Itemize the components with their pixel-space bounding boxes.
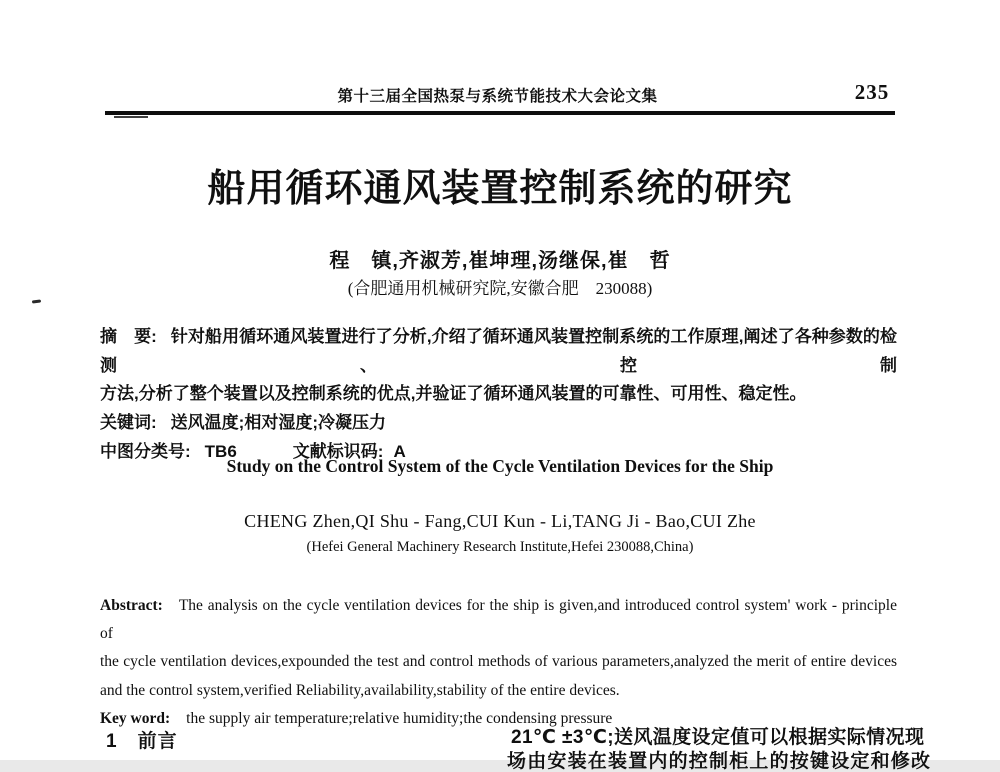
header-rule-fragment — [114, 116, 148, 118]
keywords-cn-label: 关键词: — [100, 413, 157, 433]
affiliation-cn: (合肥通用机械研究院,安徽合肥 230088) — [347, 279, 653, 298]
section-heading-foreword: 1 前言 — [106, 731, 178, 752]
article-title-en: Study on the Control System of the Cycle Ventilation Devices for the Ship — [226, 456, 774, 476]
right-column-clipped-line — [507, 751, 932, 772]
authors-en: CHENG Zhen,QI Shu - Fang,CUI Kun - Li,TANG Ji - Bao,CUI Zhe — [244, 511, 756, 531]
abstract-cn-line-2: 方法,分析了整个装置以及控制系统的优点,并验证了循环通风装置的可靠性、可用性、稳定性。 — [100, 384, 807, 404]
abstract-cn-text-1: 针对船用循环通风装置进行了分析,介绍了循环通风装置控制系统的工作原理,阐述了各种参数的检测、控制 — [100, 327, 897, 375]
keywords-en-text: the supply air temperature;relative humidity;the condensing pressure — [186, 709, 613, 727]
clc-label: 中图分类号: — [100, 441, 191, 461]
clc-value: TB6 — [204, 441, 237, 461]
abstract-en — [100, 592, 897, 733]
doc-code-label: 文献标识码: — [292, 441, 384, 461]
abstract-en-line-1 — [100, 592, 897, 648]
keywords-cn-text: 送风温度;相对湿度;冷凝压力 — [170, 413, 386, 433]
abstract-cn-line-1 — [100, 323, 897, 380]
front-matter-cn — [100, 323, 897, 467]
keywords-cn — [100, 409, 897, 438]
doc-code-value: A — [393, 441, 406, 461]
abstract-en-line-2: the cycle ventilation devices,expounded the test and control methods of various parameters,analyzed the merit of entire devices — [100, 653, 897, 671]
affiliation-en: (Hefei General Machinery Research Institute,Hefei 230088,China) — [306, 539, 694, 555]
running-head-title: 第十三届全国热泵与系统节能技术大会论文集 — [337, 88, 658, 105]
page-number: 235 — [854, 80, 890, 104]
keywords-en-label: Key word: — [100, 709, 171, 727]
authors-cn: 程 镇,齐淑芳,崔坤理,汤继保,崔 哲 — [329, 250, 671, 272]
right-column-clipped-text: 场由安装在装置内的控制柜上的按键设定和修改 — [507, 751, 932, 772]
scan-artifact-dash — [32, 299, 41, 303]
abstract-en-text-1: The analysis on the cycle ventilation devices for the ship is given,and introduced control system' work - principle of — [100, 597, 897, 643]
abstract-en-line-3: and the control system,verified Reliability,availability,stability of the entire devices. — [100, 681, 620, 699]
header-rule — [105, 111, 895, 115]
abstract-en-label: Abstract: — [100, 597, 163, 614]
article-title-cn: 船用循环通风装置控制系统的研究 — [207, 168, 793, 210]
right-column-line: 21℃ ±3℃;送风温度设定值可以根据实际情况现 — [511, 727, 925, 748]
abstract-cn-label: 摘 要: — [100, 327, 157, 346]
